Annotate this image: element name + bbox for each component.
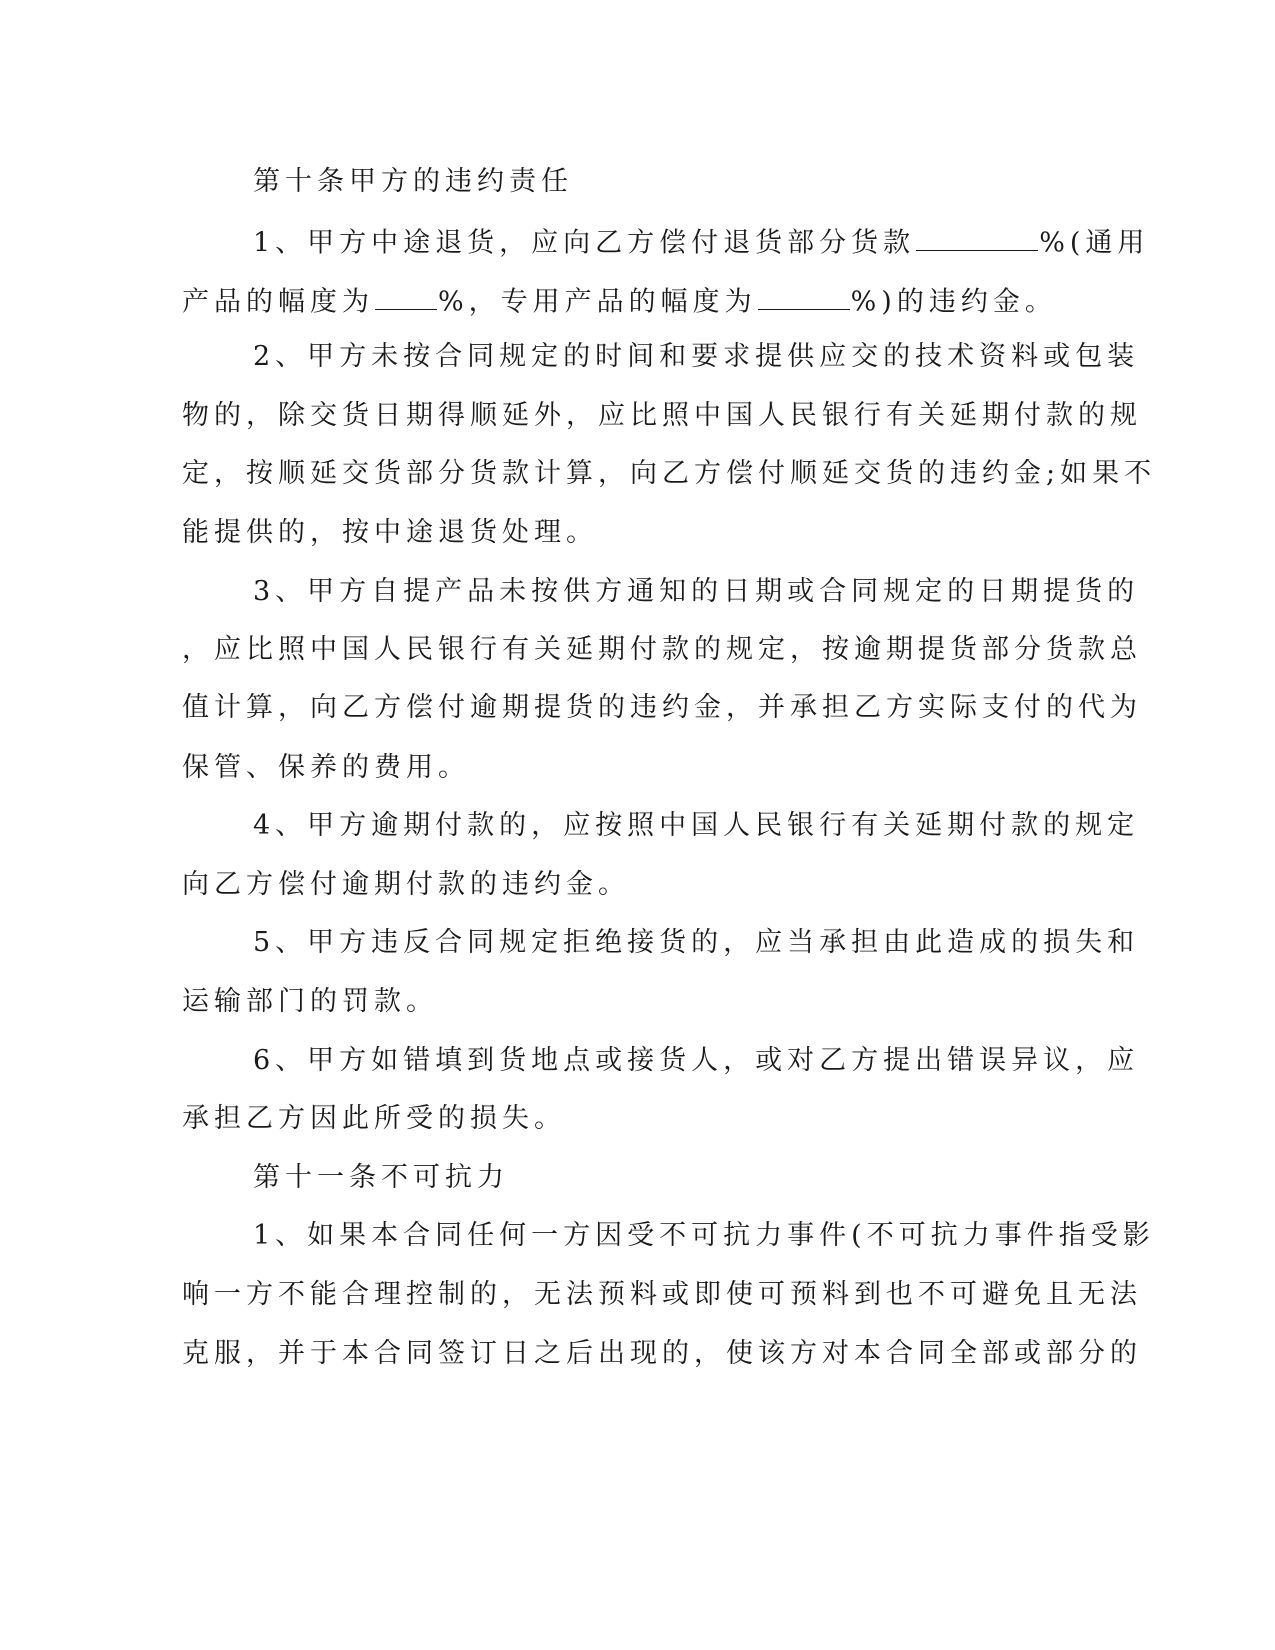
article-11-heading: 第十一条不可抗力 (253, 1162, 509, 1193)
fill-in-blank[interactable] (916, 226, 1038, 251)
article-10-clause-1-line-2 (182, 285, 1057, 318)
article-10-clause-3-line-2: ，应比照中国人民银行有关延期付款的规定，按逾期提货部分货款总 (182, 634, 1142, 665)
article-10-clause-2-line-2: 物的，除交货日期得顺延外，应比照中国人民银行有关延期付款的规 (182, 400, 1142, 431)
article-10-clause-2-line-1: 2、甲方未按合同规定的时间和要求提供应交的技术资料或包装 (253, 341, 1140, 372)
article-11-clause-1-line-3: 克服，并于本合同签订日之后出现的，使该方对本合同全部或部分的 (182, 1338, 1142, 1369)
clause-text: %(通用 (1039, 227, 1150, 259)
fill-in-blank[interactable] (758, 285, 850, 310)
fill-in-blank[interactable] (375, 285, 437, 310)
article-10-clause-5-line-2: 运输部门的罚款。 (182, 986, 438, 1017)
article-10-clause-2-line-4: 能提供的，按中途退货处理。 (182, 517, 598, 548)
article-10-clause-3-line-1: 3、甲方自提产品未按供方通知的日期或合同规定的日期提货的 (253, 576, 1140, 607)
clause-text: %，专用产品的幅度为 (438, 286, 757, 318)
article-10-clause-2-line-3: 定，按顺延交货部分货款计算，向乙方偿付顺延交货的违约金;如果不 (182, 458, 1157, 489)
article-10-clause-6-line-2: 承担乙方因此所受的损失。 (182, 1103, 566, 1134)
clause-text: 1、甲方中途退货，应向乙方偿付退货部分货款 (253, 227, 916, 259)
article-10-clause-4-line-1: 4、甲方逾期付款的，应按照中国人民银行有关延期付款的规定 (253, 810, 1140, 841)
article-10-clause-1-line-1 (253, 226, 1150, 259)
article-11-clause-1-line-2: 响一方不能合理控制的，无法预料或即使可预料到也不可避免且无法 (182, 1279, 1142, 1310)
clause-text: 产品的幅度为 (182, 286, 374, 318)
article-10-clause-4-line-2: 向乙方偿付逾期付款的违约金。 (182, 869, 630, 900)
article-10-clause-3-line-4: 保管、保养的费用。 (182, 752, 470, 783)
article-10-clause-3-line-3: 值计算，向乙方偿付逾期提货的违约金，并承担乙方实际支付的代为 (182, 692, 1142, 723)
article-10-clause-6-line-1: 6、甲方如错填到货地点或接货人，或对乙方提出错误异议，应 (253, 1045, 1140, 1076)
clause-text: %)的违约金。 (850, 286, 1057, 318)
article-10-clause-5-line-1: 5、甲方违反合同规定拒绝接货的，应当承担由此造成的损失和 (253, 927, 1140, 958)
article-11-clause-1-line-1: 1、如果本合同任何一方因受不可抗力事件(不可抗力事件指受影 (253, 1220, 1155, 1251)
article-10-heading: 第十条甲方的违约责任 (253, 166, 573, 197)
